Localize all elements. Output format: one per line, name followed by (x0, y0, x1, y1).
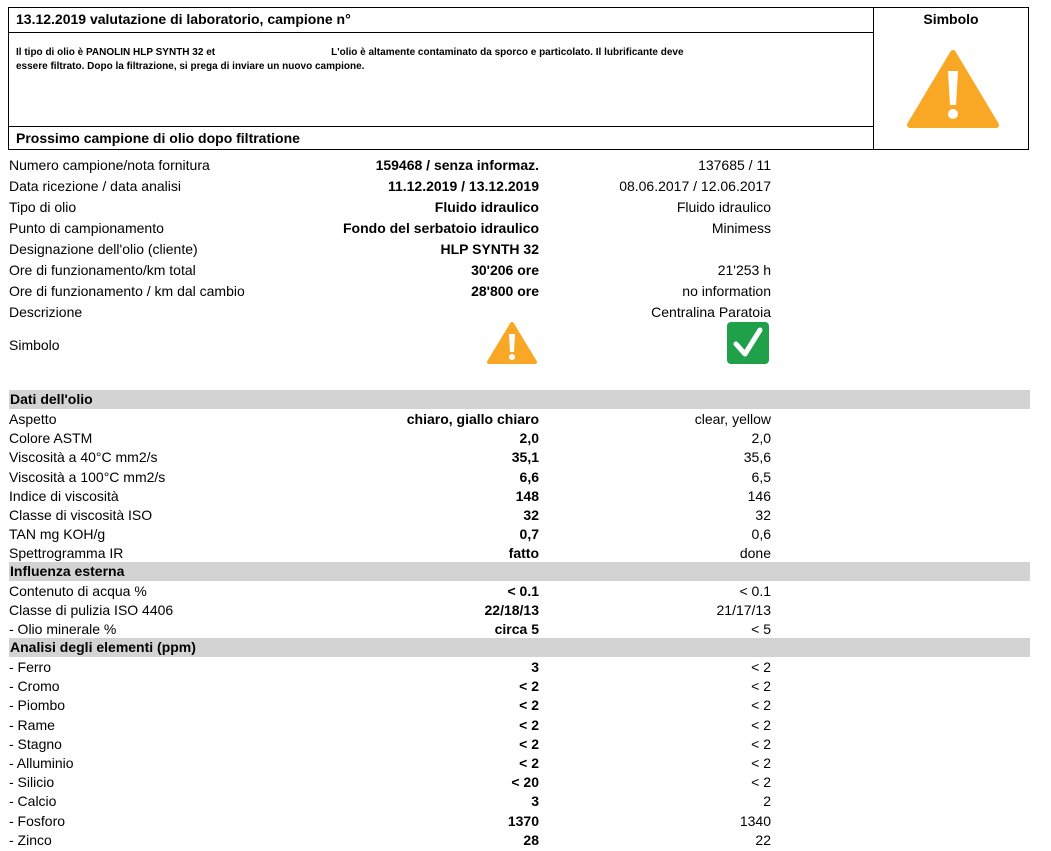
current-value: fatto (508, 545, 539, 562)
description-part-c: essere filtrato. Dopo la filtrazione, si prega di inviare un nuovo campione. (16, 61, 365, 72)
previous-value: 146 (747, 487, 771, 504)
table-row (9, 155, 1030, 175)
current-value: 11.12.2019 / 13.12.2019 (387, 178, 539, 194)
previous-value: 2 (763, 793, 771, 810)
previous-value: 21/17/13 (716, 602, 771, 619)
row-label: Viscosità a 40°C mm2/s (9, 449, 158, 466)
row-label: - Olio minerale % (9, 621, 117, 638)
previous-value: 22 (755, 831, 771, 848)
row-label: Descrizione (9, 304, 83, 320)
simbolo-header: Simbolo (923, 11, 979, 27)
warning-icon (906, 49, 1000, 129)
current-value: 1370 (507, 812, 539, 829)
current-value: 0,7 (519, 526, 539, 543)
previous-value: < 0.1 (739, 583, 771, 599)
table-row (9, 811, 1030, 831)
table-row (9, 281, 1030, 301)
row-label: Classe di pulizia ISO 4406 (9, 602, 174, 619)
description-part-a: Il tipo di olio è PANOLIN HLP SYNTH 32 et (16, 47, 216, 58)
table-row (9, 428, 1030, 448)
current-value: < 2 (519, 697, 539, 714)
table-row (9, 543, 1030, 563)
current-value: chiaro, giallo chiaro (406, 411, 539, 427)
table-row (9, 753, 1030, 773)
previous-value: 08.06.2017 / 12.06.2017 (619, 178, 771, 194)
previous-value: < 2 (751, 716, 771, 733)
previous-value: Centralina Paratoia (651, 304, 771, 320)
previous-value: Fluido idraulico (676, 199, 771, 215)
table-row (9, 302, 1030, 322)
table-row (9, 447, 1030, 467)
table-row (9, 600, 1030, 620)
row-label: - Stagno (9, 735, 62, 752)
table-row (9, 715, 1030, 735)
table-row (9, 581, 1030, 601)
table-row (9, 409, 1030, 429)
table-row (9, 791, 1030, 811)
previous-value: < 2 (751, 755, 771, 771)
section-header: Influenza esterna (9, 562, 1030, 581)
checkmark-icon (726, 321, 770, 365)
previous-value: no information (682, 283, 771, 299)
current-value: < 2 (519, 755, 539, 771)
previous-value: < 2 (751, 678, 771, 695)
previous-value: 0,6 (751, 526, 771, 543)
row-label: Viscosità a 100°C mm2/s (9, 468, 166, 485)
previous-value: 137685 / 11 (698, 157, 771, 173)
current-value: 32 (523, 507, 539, 523)
current-value: < 2 (519, 716, 539, 733)
current-value: circa 5 (494, 621, 539, 638)
table-row (9, 239, 1030, 259)
current-value: < 2 (519, 678, 539, 695)
row-label: Indice di viscosità (9, 487, 119, 504)
table-row (9, 657, 1030, 677)
previous-value: clear, yellow (694, 411, 771, 427)
previous-value: 21'253 h (717, 262, 771, 278)
row-label: Punto di campionamento (9, 220, 164, 236)
row-label: Ore di funzionamento/km total (9, 262, 196, 278)
report-description (16, 46, 816, 74)
current-value: 35,1 (511, 449, 539, 466)
table-row (9, 734, 1030, 754)
row-label: - Rame (9, 716, 55, 733)
current-value: < 0.1 (507, 583, 539, 599)
current-value: 6,6 (519, 468, 539, 485)
report-header-box (8, 7, 1029, 150)
warning-icon (486, 321, 538, 365)
previous-value: done (739, 545, 771, 562)
row-label: TAN mg KOH/g (9, 526, 106, 543)
previous-value: < 5 (751, 621, 771, 638)
row-label: Contenuto di acqua % (9, 583, 147, 599)
row-label: - Alluminio (9, 755, 74, 771)
previous-value: 32 (755, 507, 771, 523)
row-label: Numero campione/nota fornitura (9, 157, 210, 173)
table-row (9, 524, 1030, 544)
current-value: Fondo del serbatoio idraulico (342, 220, 539, 236)
section-header: Analisi degli elementi (ppm) (9, 638, 1030, 657)
row-label: - Zinco (9, 831, 52, 848)
row-label: Tipo di olio (9, 199, 77, 215)
current-value: HLP SYNTH 32 (440, 241, 539, 257)
current-value: < 2 (519, 735, 539, 752)
row-label: Data ricezione / data analisi (9, 178, 181, 194)
current-value: Fluido idraulico (434, 199, 539, 215)
row-label: Ore di funzionamento / km dal cambio (9, 283, 245, 299)
table-row (9, 176, 1030, 196)
previous-value: 1340 (739, 812, 771, 829)
row-label: - Fosforo (9, 812, 66, 829)
row-label: - Silicio (9, 774, 55, 791)
row-label: Designazione dell'olio (cliente) (9, 241, 198, 257)
row-label: - Ferro (9, 659, 51, 675)
table-row (9, 695, 1030, 715)
current-value: 28 (523, 831, 539, 848)
table-row (9, 772, 1030, 792)
previous-value: < 2 (751, 697, 771, 714)
table-row (9, 486, 1030, 506)
previous-value: < 2 (751, 774, 771, 791)
previous-value: 6,5 (751, 468, 771, 485)
row-label: - Cromo (9, 678, 60, 695)
row-label: Simbolo (9, 337, 60, 353)
row-label: - Calcio (9, 793, 57, 810)
current-value: 30'206 ore (471, 262, 539, 278)
row-label: Colore ASTM (9, 430, 93, 447)
row-label: Classe di viscosità ISO (9, 507, 153, 523)
table-row (9, 505, 1030, 525)
table-row (9, 619, 1030, 639)
table-row (9, 218, 1030, 238)
current-value: 28'800 ore (471, 283, 539, 299)
current-value: 3 (531, 793, 539, 810)
previous-value: 2,0 (751, 430, 771, 447)
next-sample-note: Prossimo campione di olio dopo filtratione (9, 126, 873, 150)
row-label: Aspetto (9, 411, 57, 427)
current-value: < 20 (511, 774, 539, 791)
table-row (9, 197, 1030, 217)
current-value: 2,0 (519, 430, 539, 447)
previous-value: < 2 (751, 659, 771, 675)
row-label: Spettrogramma IR (9, 545, 124, 562)
table-row (9, 830, 1030, 850)
row-label: - Piombo (9, 697, 66, 714)
table-row (9, 467, 1030, 487)
previous-value: 35,6 (743, 449, 771, 466)
section-header: Dati dell'olio (9, 390, 1030, 409)
description-part-b: L'olio è altamente contaminato da sporco e particolato. Il lubrificante deve (331, 47, 684, 58)
current-value: 148 (515, 487, 539, 504)
current-value: 159468 / senza informaz. (375, 157, 539, 173)
table-row (9, 676, 1030, 696)
current-value: 22/18/13 (484, 602, 539, 619)
report-title: 13.12.2019 valutazione di laboratorio, campione n° (9, 8, 873, 33)
table-row (9, 260, 1030, 280)
current-value: 3 (531, 659, 539, 675)
previous-value: Minimess (711, 220, 771, 236)
previous-value: < 2 (751, 735, 771, 752)
